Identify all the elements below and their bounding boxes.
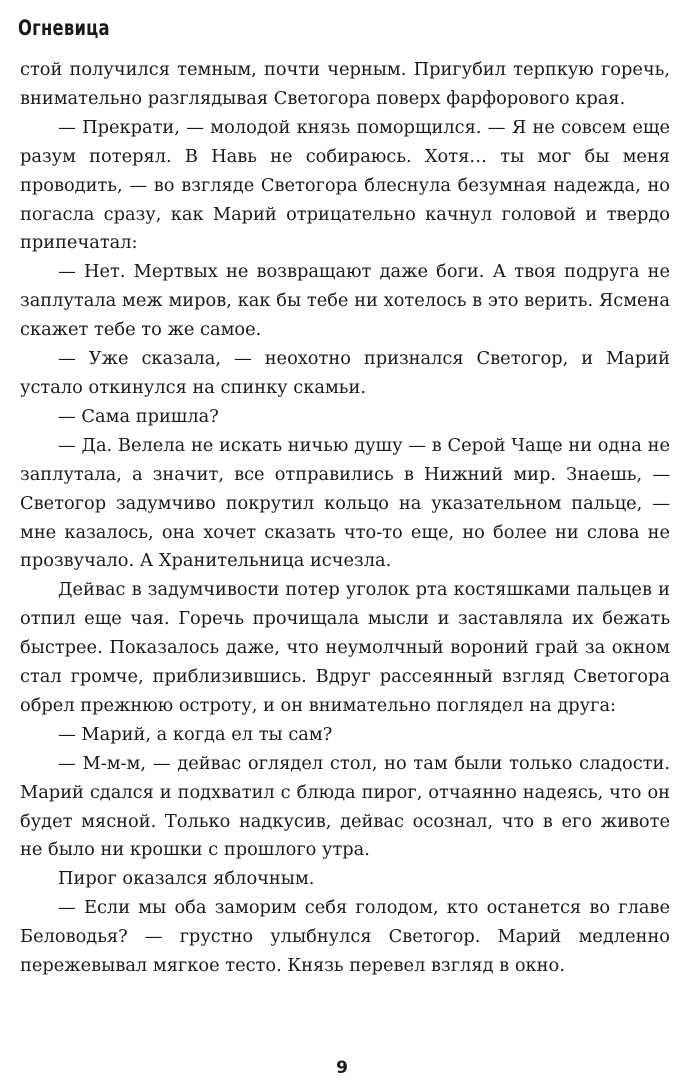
paragraph: — Уже сказала, — неохотно признался Светогор, и Марий устало откинулся на спинку скамьи. [20,348,670,398]
paragraph: Пирог оказался яблочным. [58,868,315,890]
paragraph: Дейвас в задумчивости потер уголок рта костяшками пальцев и отпил еще чая. Горечь прочищала мысли и заставляла их бежать быстрее. Показалось даже, что неумолчный вороний грай за окном стал громче, приблизившись. Вдруг рассеянный взгляд Светогора обрел прежнюю остроту, и он внимательно поглядел на друга: [20,579,670,716]
running-title: Огневица [18,16,110,40]
paragraph: — Нет. Мертвых не возвращают даже боги. А твоя подруга не заплутала меж миров, как бы тебе ни хотелось в это верить. Ясмена скажет тебе то же самое. [20,261,670,341]
paragraph: — Сама пришла? [58,405,219,427]
paragraph: — Марий, а когда ел ты сам? [58,723,333,745]
body-text [20,56,670,981]
paragraph: — М-м-м, — дейвас оглядел стол, но там были только сладости. Марий сдался и подхватил с блюда пирог, отчаянно надеясь, что он будет мясной. Только надкусив, дейвас осознал, что в его животе не было ни крошки с прошлого утра. [20,752,670,861]
paragraph: — Если мы оба заморим себя голодом, кто останется во главе Беловодья? — грустно улыбнулся Светогор. Марий медленно пережевывал мягкое тесто. Князь перевел взгляд в окно. [20,897,670,977]
paragraph: — Прекрати, — молодой князь поморщился. — Я не совсем еще разум потерял. В Навь не собираюсь. Хотя… ты мог бы меня проводить, — во взгляде Светогора блеснула безумная надежда, но погасла сразу, как Марий отрицательно качнул головой и твердо припечатал: [20,116,670,254]
paragraph: — Да. Велела не искать ничью душу — в Серой Чаще ни одна не заплутала, а значит, все отправились в Нижний мир. Знаешь, — Светогор задумчиво покрутил кольцо на указательном пальце, — мне казалось, она хочет сказать что-то еще, но более ни слова не прозвучало. А Хранительница исчезла. [20,434,670,572]
page-number: 9 [336,1058,348,1078]
paragraph: стой получился темным, почти черным. Пригубил терпкую горечь, внимательно разглядывая Светогора поверх фарфорового края. [20,59,670,109]
